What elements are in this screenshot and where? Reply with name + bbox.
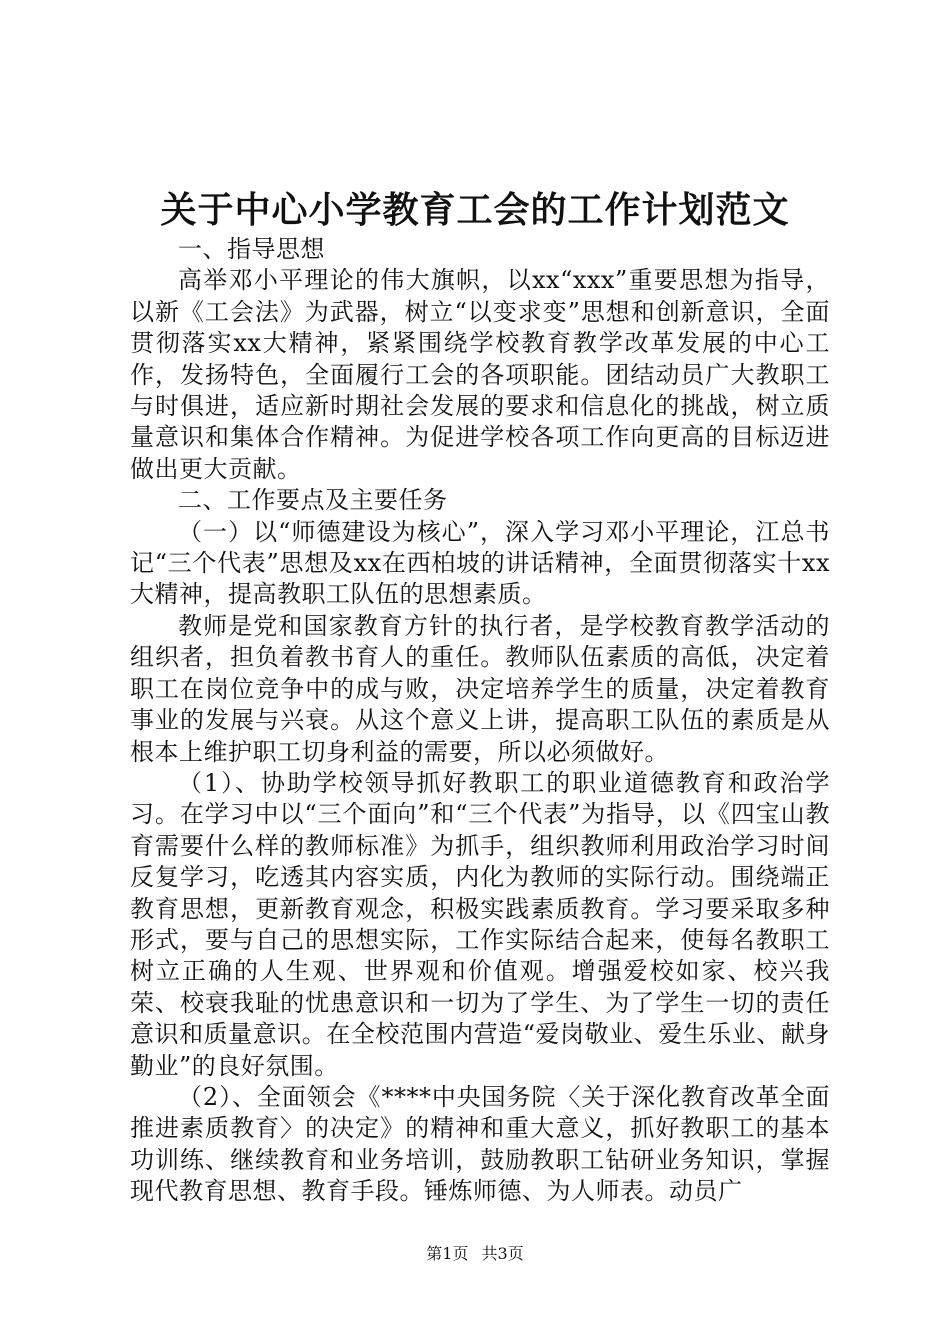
page-footer	[0, 1244, 950, 1264]
paragraph-item-1: （一）以“师德建设为核心”，深入学习邓小平理论，江总书记“三个代表”思想及xx在西柏坡的讲话精神，全面贯彻落实十xx大精神，提高教职工队伍的思想素质。	[130, 517, 830, 609]
section-heading-work-points: 二、工作要点及主要任务	[178, 486, 448, 515]
paragraph-subitem-2: （2）、全面领会《****中央国务院〈关于深化教育改革全面推进素质教育〉的决定》的精神和重大意义，抓好教职工的基本功训练、继续教育和业务培训，鼓励教职工钻研业务知识，掌握现代教育思想、教育手段。锤炼师德、为人师表。动员广	[130, 1082, 830, 1206]
page-number: 第1页	[426, 1244, 469, 1263]
paragraph-teachers-role: 教师是党和国家教育方针的执行者，是学校教育教学活动的组织者，担负着教书育人的重任。教师队伍素质的高低，决定着职工在岗位竞争中的成与败，决定培养学生的质量，决定着教育事业的发展与兴衰。从这个意义上讲，提高职工队伍的素质是从根本上维护职工切身利益的需要，所以必须做好。	[130, 611, 830, 766]
section-heading-guiding-ideology: 一、指导思想	[178, 235, 325, 263]
paragraph-subitem-1: （1）、协助学校领导抓好教职工的职业道德教育和政治学习。在学习中以“三个面向”和“三个代表”为指导，以《四宝山教育需要什么样的教师标准》为抓手，组织教师利用政治学习时间反复学习，吃透其内容实质，内化为教师的实际行动。围绕端正教育思想，更新教育观念，积极实践素质教育。学习要采取多种形式，要与自己的思想实际，工作实际结合起来，使每名教职工树立正确的人生观、世界观和价值观。增强爱校如家、校兴我荣、校衰我耻的忧患意识和一切为了学生、为了学生一切的责任意识和质量意识。在全校范围内营造“爱岗敬业、爱生乐业、献身勤业”的良好氛围。	[130, 768, 830, 1080]
document-body	[130, 234, 830, 1208]
total-pages: 共3页	[481, 1244, 524, 1263]
paragraph-guiding-ideology: 高举邓小平理论的伟大旗帜，以xx“xxx”重要思想为指导，以新《工会法》为武器，树立“以变求变”思想和创新意识，全面贯彻落实xx大精神，紧紧围绕学校教育教学改革发展的中心工作，发扬特色，全面履行工会的各项职能。团结动员广大教职工与时俱进，适应新时期社会发展的要求和信息化的挑战，树立质量意识和集体合作精神。为促进学校各项工作向更高的目标迈进做出更大贡献。	[130, 266, 830, 483]
document-title: 关于中心小学教育工会的工作计划范文	[160, 189, 790, 231]
